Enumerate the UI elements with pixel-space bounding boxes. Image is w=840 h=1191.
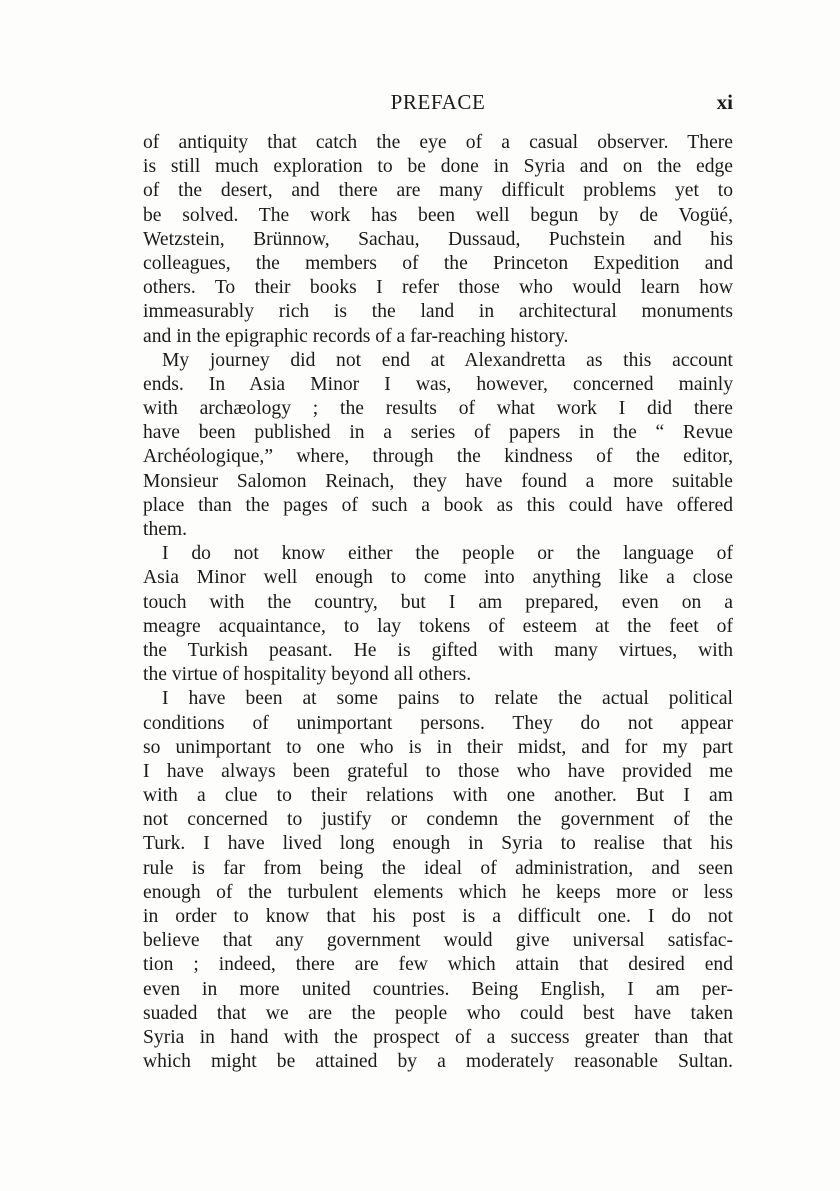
body-text [143,131,733,1074]
paragraph-4 [143,687,733,1074]
paragraph-3 [143,542,733,687]
text-line: suaded that we are the people who could best have taken [143,1002,733,1024]
text-line: My journey did not end at Alexandretta as this account [162,349,733,371]
paragraph-2 [143,349,733,543]
text-line: Monsieur Salomon Reinach, they have found a more suitable [143,470,733,492]
text-line: meagre acquaintance, to lay tokens of esteem at the feet of [143,615,733,637]
text-line: believe that any government would give universal satisfac- [143,930,733,952]
text-line: tion ; indeed, there are few which attain that desired end [143,954,733,976]
text-line: them. [143,519,188,540]
text-line: with a clue to their relations with one another. But I am [143,785,733,807]
text-line: in order to know that his post is a difficult one. I do not [143,906,733,927]
text-line: rule is far from being the ideal of administration, and seen [143,857,733,879]
text-line: I do not know either the people or the language of [162,543,733,565]
text-line: of the desert, and there are many difficult problems yet to [143,180,733,202]
text-line: with archæology ; the results of what work I did there [143,398,733,420]
text-line: even in more united countries. Being English, I am per- [143,978,733,1000]
running-head [143,90,733,120]
text-line: so unimportant to one who is in their midst, and for my part [143,736,733,758]
text-line: place than the pages of such a book as this could have offered [143,494,733,516]
running-title: PREFACE [390,90,486,114]
text-line: Wetzstein, Brünnow, Sachau, Dussaud, Puchstein and his [143,228,733,250]
text-line: have been published in a series of papers in the “ Revue [143,422,733,444]
text-line: the virtue of hospitality beyond all others. [143,664,472,686]
text-line: immeasurably rich is the land in architectural monuments [143,301,733,323]
text-line: I have always been grateful to those who have provided me [143,760,733,782]
text-line: Turk. I have lived long enough in Syria to realise that his [143,833,733,855]
text-line: Syria in hand with the prospect of a success greater than that [143,1026,733,1048]
text-line: is still much exploration to be done in Syria and on the edge [143,156,733,178]
text-line: others. To their books I refer those who would learn how [143,277,733,299]
text-line: which might be attained by a moderately reasonable Sultan. [143,1051,733,1073]
text-line: Asia Minor well enough to come into anything like a close [143,567,733,589]
page-number: xi [716,90,733,114]
text-line: touch with the country, but I am prepared, even on a [143,591,733,613]
text-line: and in the epigraphic records of a far-reaching history. [143,325,569,347]
text-line: the Turkish peasant. He is gifted with many virtues, with [143,639,733,661]
text-line: not concerned to justify or condemn the government of the [143,809,733,831]
text-line: be solved. The work has been well begun by de Vogüé, [143,204,733,226]
text-line: colleagues, the members of the Princeton Expedition and [143,252,733,274]
text-line: of antiquity that catch the eye of a casual observer. There [143,132,733,153]
text-line: enough of the turbulent elements which he keeps more or less [143,881,733,903]
text-line: I have been at some pains to relate the actual political [162,688,733,710]
paragraph-1 [143,131,733,349]
text-line: conditions of unimportant persons. They do not appear [143,712,733,734]
text-line: Archéologique,” where, through the kindness of the editor, [143,446,733,468]
text-line: ends. In Asia Minor I was, however, concerned mainly [143,373,733,395]
